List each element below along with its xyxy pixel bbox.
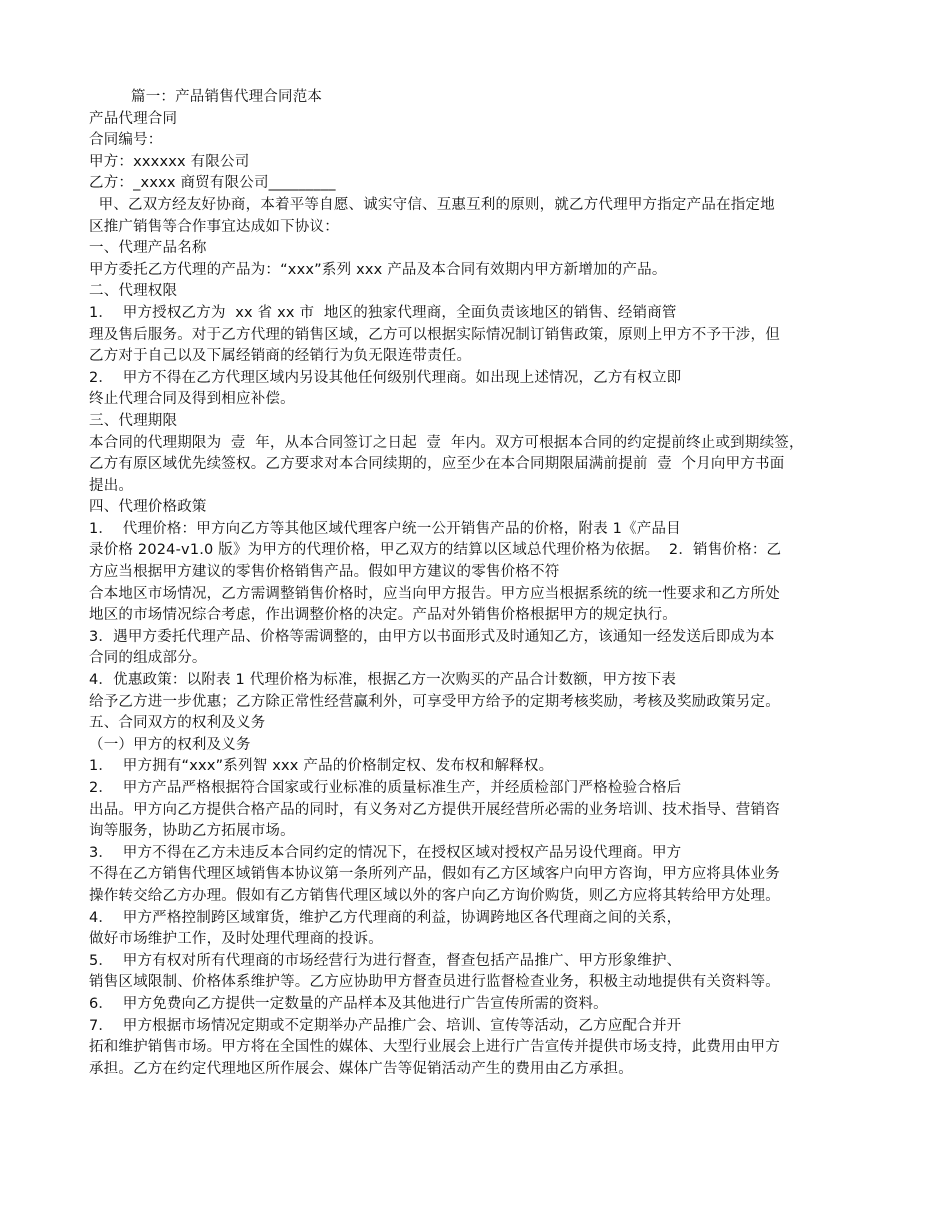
document-title: 篇一：产品销售代理合同范本	[131, 89, 323, 105]
text-line: 合本地区市场情况，乙方需调整销售价格时，应当向甲方报告。甲方应当根据系统的统一性要求和乙方所处	[89, 585, 780, 602]
text-line: 3．遇甲方委托代理产品、价格等需调整的，由甲方以书面形式及时通知乙方，该通知一经发送后即成为本	[89, 628, 775, 645]
section-heading: 一、代理产品名称	[89, 240, 207, 257]
text-line: 4．优惠政策：以附表 1 代理价格为标准，根据乙方一次购买的产品合计数额，甲方按下表	[89, 672, 677, 689]
text-line: 产品代理合同	[89, 110, 178, 127]
document-body	[89, 87, 869, 1080]
text-line: 承担。乙方在约定代理地区所作展会、媒体广告等促销活动产生的费用由乙方承担。	[89, 1060, 633, 1077]
text-line: 3． 甲方不得在乙方未违反本合同约定的情况下，在授权区域对授权产品另设代理商。甲方	[89, 844, 682, 861]
text-line: 录价格 2024-v1.0 版》为甲方的代理价格，甲乙双方的结算以区域总代理价格为依据。 2．销售价格：乙	[89, 542, 782, 559]
text-line: 甲方：xxxxxx 有限公司	[89, 153, 250, 170]
text-line: 方应当根据甲方建议的零售价格销售产品。假如甲方建议的零售价格不符	[89, 564, 560, 581]
text-line: 终止代理合同及得到相应补偿。	[89, 391, 295, 408]
text-line: 4． 甲方严格控制跨区域窜货，维护乙方代理商的利益，协调跨地区各代理商之间的关系，	[89, 909, 682, 926]
text-line: 5． 甲方有权对所有代理商的市场经营行为进行督查，督查包括产品推广、甲方形象维护、	[89, 952, 682, 969]
text-line: 理及售后服务。对于乙方代理的销售区域，乙方可以根据实际情况制订销售政策，原则上甲方不予干涉，但	[89, 326, 780, 343]
text-line: 合同的组成部分。	[89, 650, 207, 667]
text-line: 做好市场维护工作，及时处理代理商的投诉。	[89, 931, 383, 948]
section-heading: 五、合同双方的权利及义务	[89, 715, 266, 732]
text-line: 给予乙方进一步优惠；乙方除正常性经营赢利外，可享受甲方给予的定期考核奖励，考核及奖励政策另定。	[89, 693, 780, 710]
text-line: 2． 甲方不得在乙方代理区域内另设其他任何级别代理商。如出现上述情况，乙方有权立即	[89, 369, 682, 386]
text-line: 7． 甲方根据市场情况定期或不定期举办产品推广会、培训、宣传等活动，乙方应配合并开	[89, 1017, 682, 1034]
text-line: 甲方委托乙方代理的产品为：“xxx”系列 xxx 产品及本合同有效期内甲方新增加的产品。	[89, 261, 667, 278]
text-line: 甲、乙双方经友好协商，本着平等自愿、诚实守信、互惠互利的原则，就乙方代理甲方指定产品在指定地	[89, 196, 775, 213]
text-line: 销售区域限制、价格体系维护等。乙方应协助甲方督查员进行监督检查业务，积极主动地提供有关资料等。	[89, 974, 780, 991]
section-heading: 四、代理价格政策	[89, 499, 207, 516]
text-line: 2． 甲方产品严格根据符合国家或行业标准的质量标准生产，并经质检部门严格检验合格后	[89, 780, 682, 796]
text-line: 拓和维护销售市场。甲方将在全国性的媒体、大型行业展会上进行广告宣传并提供市场支持，此费用由甲方	[89, 1039, 780, 1056]
section-heading: 三、代理期限	[89, 412, 178, 429]
text-line: 操作转交给乙方办理。假如有乙方销售代理区域以外的客户向乙方询价购货，则乙方应将其转给甲方处理。	[89, 887, 780, 904]
text-line: 出品。甲方向乙方提供合格产品的同时，有义务对乙方提供开展经营所必需的业务培训、技术指导、营销咨	[89, 801, 780, 818]
text-line: 乙方：_xxxx 商贸有限公司_________	[89, 175, 336, 192]
section-heading: 二、代理权限	[89, 283, 178, 300]
text-line: 1． 甲方拥有“xxx”系列智 xxx 产品的价格制定权、发布权和解释权。	[89, 758, 554, 775]
text-line: 乙方对于自己以及下属经销商的经销行为负无限连带责任。	[89, 348, 472, 365]
text-line: 提出。	[89, 477, 134, 494]
text-line: 地区的市场情况综合考虑，作出调整价格的决定。产品对外销售价格根据甲方的规定执行。	[89, 607, 677, 624]
text-line: 6． 甲方免费向乙方提供一定数量的产品样本及其他进行广告宣传所需的资料。	[89, 995, 608, 1012]
text-line: 询等服务，协助乙方拓展市场。	[89, 823, 295, 840]
text-line: 乙方有原区域优先续签权。乙方要求对本合同续期的，应至少在本合同期限届满前提前 壹 个月向甲方书面	[89, 456, 785, 473]
subsection-heading: （一）甲方的权利及义务	[89, 736, 251, 753]
text-line: 区推广销售等合作事宜达成如下协议：	[89, 218, 339, 235]
text-line: 本合同的代理期限为 壹 年，从本合同签订之日起 壹 年内。双方可根据本合同的约定提前终止或到期续签，	[89, 434, 804, 451]
text-line: 1． 代理价格：甲方向乙方等其他区域代理客户统一公开销售产品的价格，附表 1《产品目	[89, 520, 681, 537]
text-line: 合同编号：	[89, 132, 163, 149]
text-line: 不得在乙方销售代理区域销售本协议第一条所列产品，假如有乙方区域客户向甲方咨询，甲方应将具体业务	[89, 866, 780, 883]
text-line: 1． 甲方授权乙方为 xx 省 xx 市 地区的独家代理商，全面负责该地区的销售、经销商管	[89, 304, 677, 321]
